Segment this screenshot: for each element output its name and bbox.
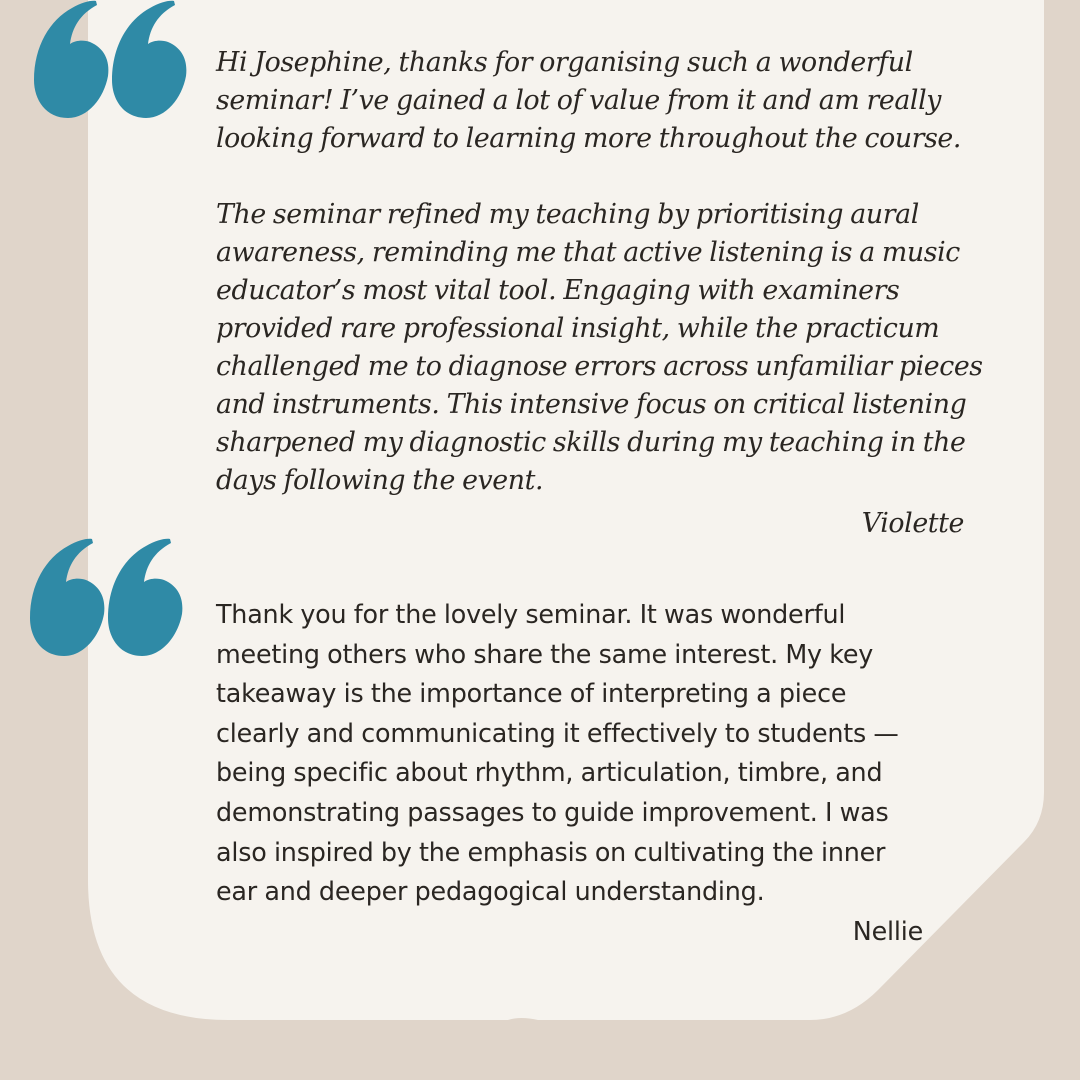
testimonial-author: Violette [861, 508, 964, 539]
testimonial-author: Nellie [852, 916, 923, 946]
testimonial-paragraph: The seminar refined my teaching by prioritising aural awareness, reminding me that active listening is a music educator’s most vital tool. Engaging with examiners provided rare professional insight, while the practicum challenged me to diagnose errors across unfamiliar pieces and instruments. This intensive focus on critical listening sharpened my diagnostic skills during my teaching in the days following the event. [216, 199, 983, 496]
quote-mark-icon-1 [30, 0, 200, 124]
paragraph-spacer [216, 158, 1006, 196]
testimonial-violette [216, 44, 1006, 500]
testimonial-paragraph: Hi Josephine, thanks for organising such a wonderful seminar! I’ve gained a lot of value from it and am really looking forward to learning more throughout the course. [216, 47, 962, 154]
quote-mark-icon-2 [26, 538, 196, 662]
testimonial-nellie-text: Thank you for the lovely seminar. It was wonderful meeting others who share the same interest. My key takeaway is the importance of interpreting a piece clearly and communicating it effectively to students — being specific about rhythm, articulation, timbre, and demonstrating passages to guide improvement. I was also inspired by the emphasis on cultivating the inner ear and deeper pedagogical understanding. [216, 599, 899, 907]
